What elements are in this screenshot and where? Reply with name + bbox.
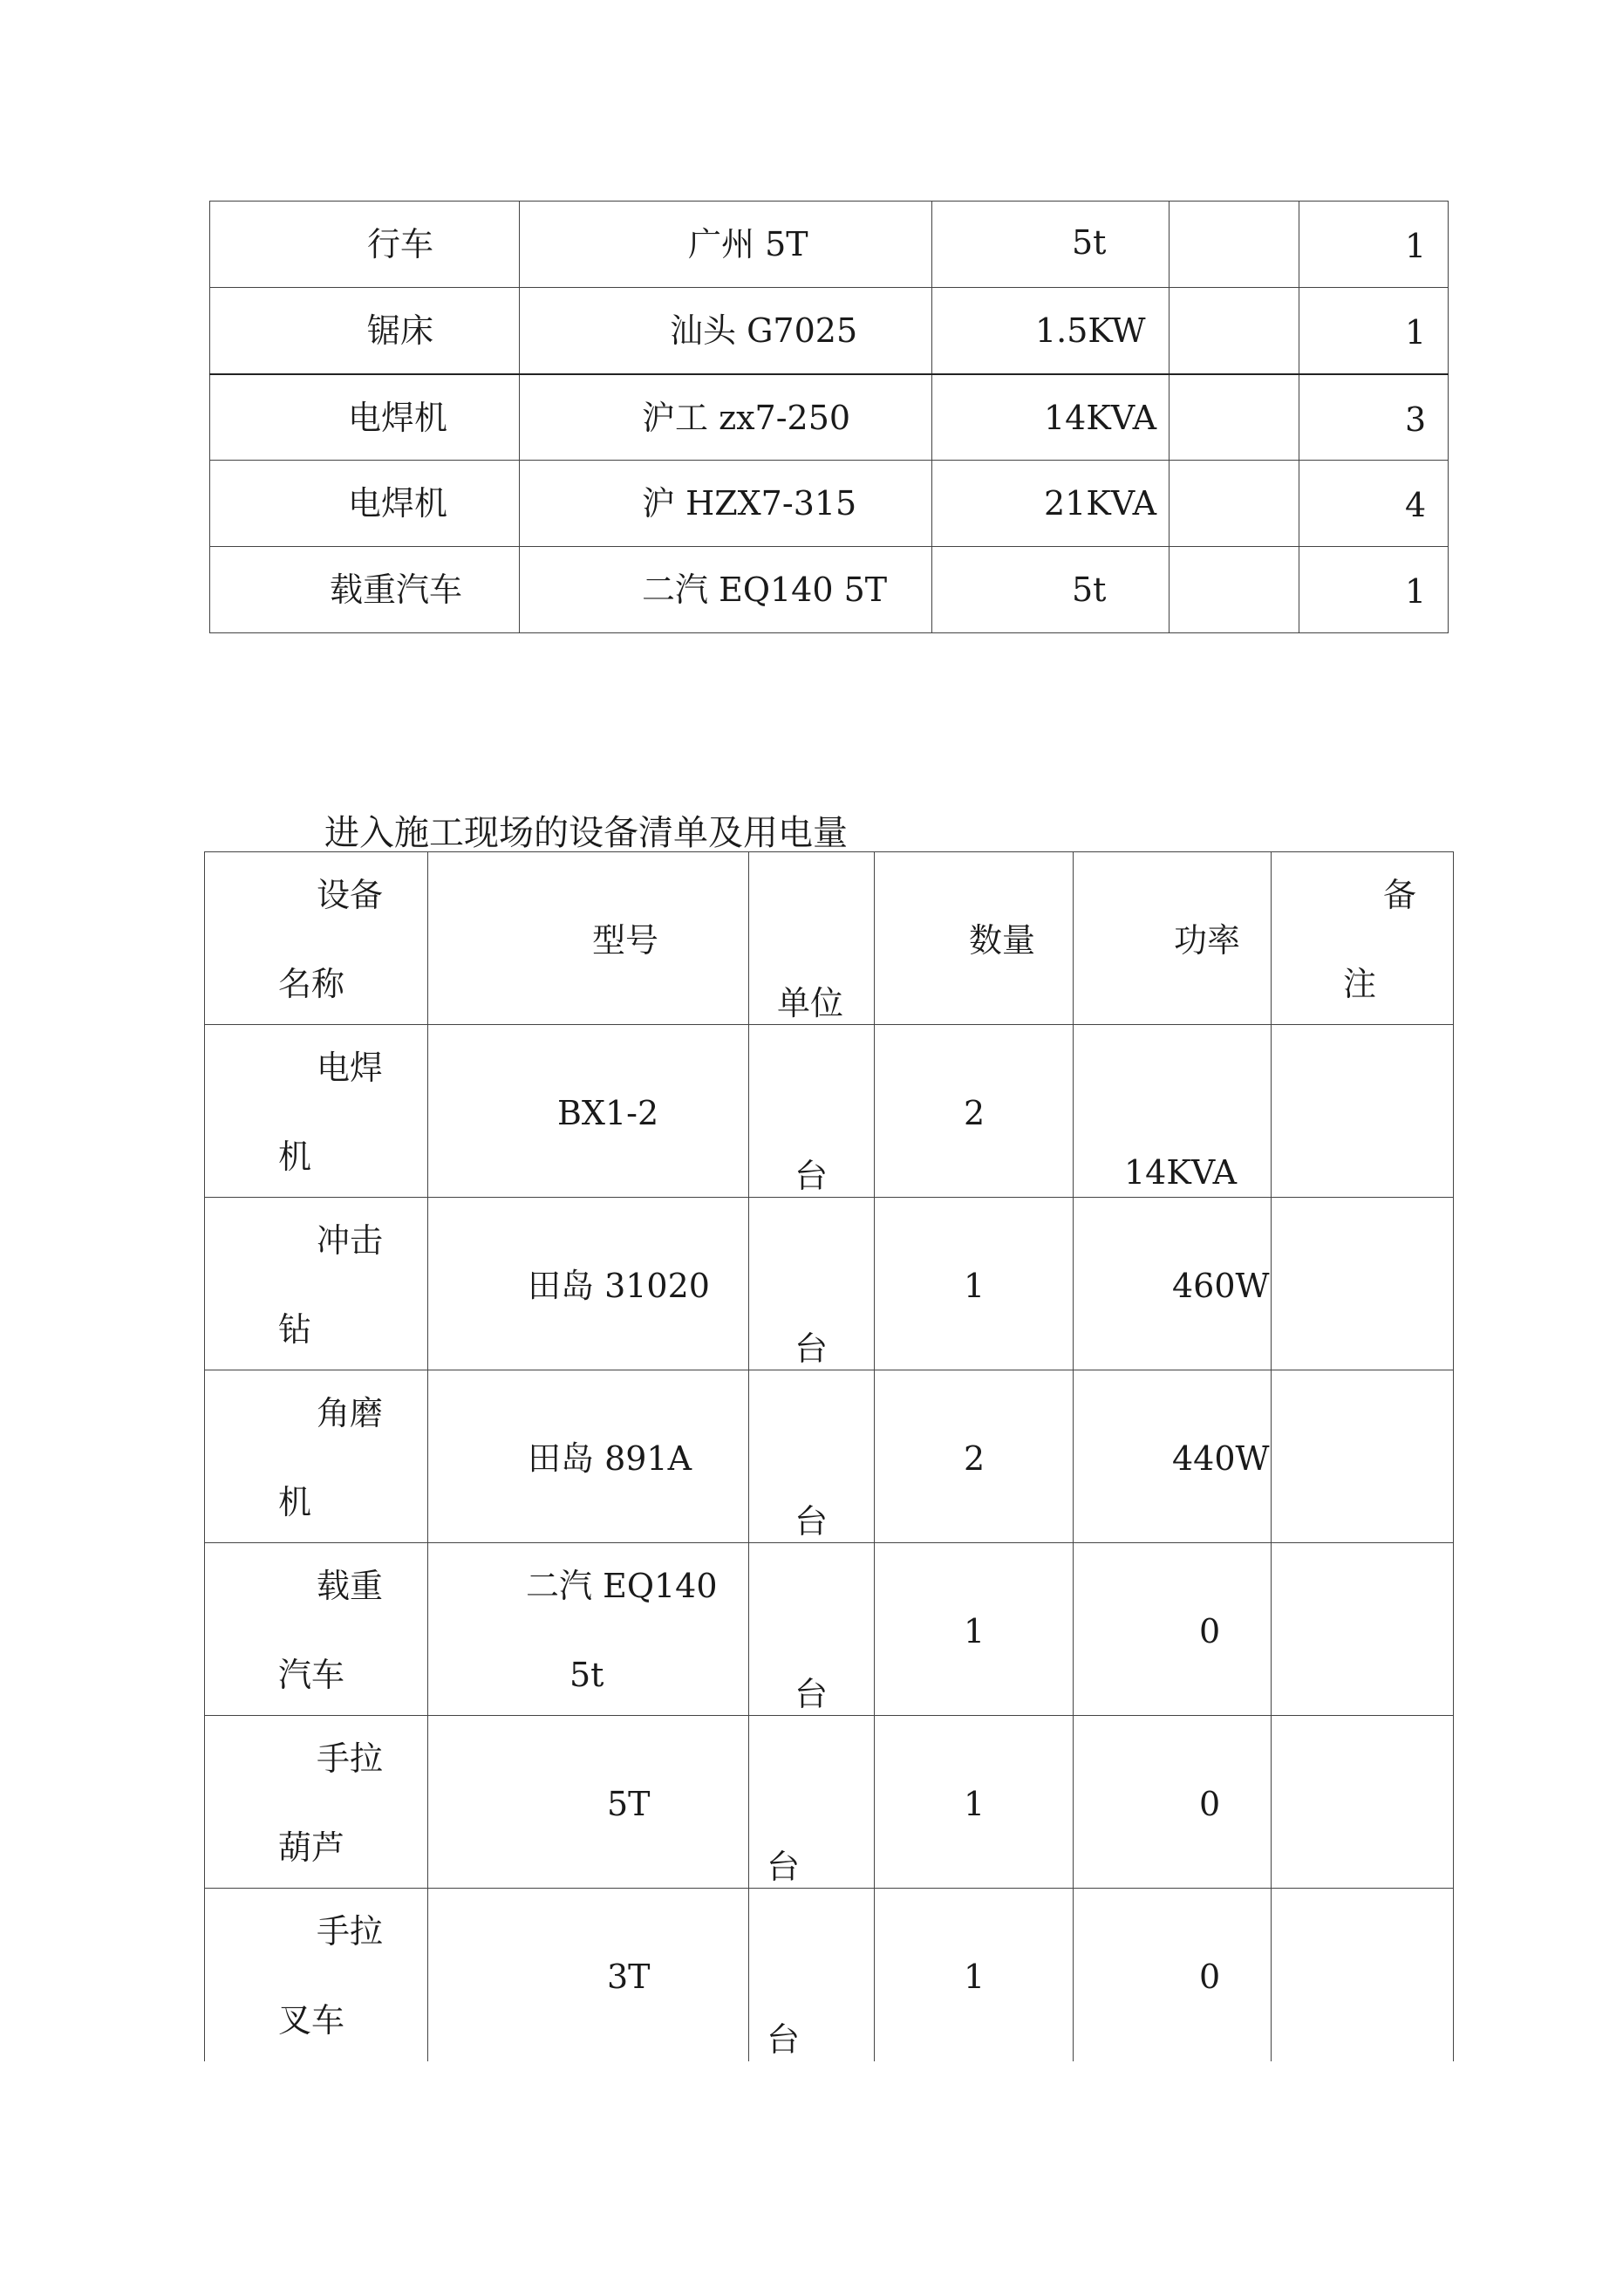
equipment-name-cell: 手拉 叉车 bbox=[205, 1889, 428, 2061]
equipment-model-cell: 田岛 891A bbox=[428, 1370, 749, 1543]
equipment-qty-cell: 1 bbox=[875, 1198, 1074, 1370]
table-row bbox=[205, 1370, 1454, 1543]
equipment-qty-cell: 1 bbox=[875, 1889, 1074, 2061]
equipment-qty-cell: 1 bbox=[875, 1716, 1074, 1889]
equipment-qty-cell: 3 bbox=[1299, 374, 1449, 461]
header-note: 备 注 bbox=[1272, 852, 1454, 1025]
equipment-unit-cell: 台 bbox=[749, 1543, 875, 1716]
table-row bbox=[210, 547, 1449, 633]
equipment-qty-cell: 2 bbox=[875, 1025, 1074, 1198]
equipment-model-cell: 田岛 31020 bbox=[428, 1198, 749, 1370]
equipment-model-cell: 沪工 zx7-250 bbox=[520, 374, 932, 461]
equipment-note-cell bbox=[1272, 1716, 1454, 1889]
equipment-name-cell: 行车 bbox=[210, 202, 520, 288]
table-row bbox=[205, 1716, 1454, 1889]
equipment-note-cell bbox=[1272, 1370, 1454, 1543]
equipment-power-cell: 440W bbox=[1074, 1370, 1272, 1543]
equipment-name-cell: 冲击 钻 bbox=[205, 1198, 428, 1370]
table-row bbox=[205, 1198, 1454, 1370]
equipment-power-cell: 0 bbox=[1074, 1543, 1272, 1716]
equipment-note-cell bbox=[1272, 1025, 1454, 1198]
table-row bbox=[210, 288, 1449, 374]
equipment-power-cell: 21KVA bbox=[932, 461, 1170, 547]
equipment-model-cell: 广州 5T bbox=[520, 202, 932, 288]
header-unit: 单位 bbox=[749, 852, 875, 1025]
equipment-unit-cell: 台 bbox=[749, 1889, 875, 2061]
equipment-name-cell: 锯床 bbox=[210, 288, 520, 374]
equipment-name-cell: 电焊机 bbox=[210, 461, 520, 547]
equipment-note-cell bbox=[1170, 547, 1299, 633]
equipment-power-cell: 14KVA bbox=[1074, 1025, 1272, 1198]
table-row bbox=[205, 1889, 1454, 2061]
equipment-unit-cell: 台 bbox=[749, 1370, 875, 1543]
equipment-name-cell: 电焊机 bbox=[210, 374, 520, 461]
equipment-power-cell: 5t bbox=[932, 547, 1170, 633]
equipment-model-cell: 汕头 G7025 bbox=[520, 288, 932, 374]
table-header-row bbox=[205, 852, 1454, 1025]
header-model: 型号 bbox=[428, 852, 749, 1025]
equipment-power-cell: 460W bbox=[1074, 1198, 1272, 1370]
equipment-name-cell: 电焊 机 bbox=[205, 1025, 428, 1198]
equipment-model-cell: 5T bbox=[428, 1716, 749, 1889]
equipment-qty-cell: 1 bbox=[1299, 288, 1449, 374]
equipment-note-cell bbox=[1272, 1889, 1454, 2061]
table-row bbox=[210, 374, 1449, 461]
equipment-model-cell: 二汽 EQ140 5T bbox=[520, 547, 932, 633]
table-row bbox=[205, 1025, 1454, 1198]
equipment-power-cell: 5t bbox=[932, 202, 1170, 288]
equipment-model-cell: 3T bbox=[428, 1889, 749, 2061]
equipment-power-cell: 1.5KW bbox=[932, 288, 1170, 374]
table-row bbox=[205, 1543, 1454, 1716]
equipment-qty-cell: 4 bbox=[1299, 461, 1449, 547]
site-equipment-table bbox=[204, 851, 1454, 2061]
equipment-note-cell bbox=[1170, 374, 1299, 461]
header-qty: 数量 bbox=[875, 852, 1074, 1025]
equipment-power-cell: 0 bbox=[1074, 1889, 1272, 2061]
table-row bbox=[210, 461, 1449, 547]
equipment-power-cell: 14KVA bbox=[932, 374, 1170, 461]
equipment-note-cell bbox=[1170, 202, 1299, 288]
equipment-name-cell: 角磨 机 bbox=[205, 1370, 428, 1543]
equipment-model-cell: 二汽 EQ140 5t bbox=[428, 1543, 749, 1716]
equipment-note-cell bbox=[1170, 461, 1299, 547]
table-caption: 进入施工现场的设备清单及用电量 bbox=[324, 813, 848, 853]
equipment-power-cell: 0 bbox=[1074, 1716, 1272, 1889]
equipment-model-cell: 沪 HZX7-315 bbox=[520, 461, 932, 547]
table-row bbox=[210, 202, 1449, 288]
equipment-qty-cell: 1 bbox=[1299, 202, 1449, 288]
equipment-table-continued bbox=[209, 201, 1449, 633]
equipment-name-cell: 载重 汽车 bbox=[205, 1543, 428, 1716]
equipment-name-cell: 手拉 葫芦 bbox=[205, 1716, 428, 1889]
equipment-note-cell bbox=[1170, 288, 1299, 374]
equipment-name-cell: 载重汽车 bbox=[210, 547, 520, 633]
equipment-note-cell bbox=[1272, 1543, 1454, 1716]
header-name: 设备 名称 bbox=[205, 852, 428, 1025]
equipment-unit-cell: 台 bbox=[749, 1716, 875, 1889]
equipment-model-cell: BX1-2 bbox=[428, 1025, 749, 1198]
equipment-qty-cell: 1 bbox=[875, 1543, 1074, 1716]
equipment-note-cell bbox=[1272, 1198, 1454, 1370]
equipment-qty-cell: 2 bbox=[875, 1370, 1074, 1543]
equipment-unit-cell: 台 bbox=[749, 1198, 875, 1370]
equipment-qty-cell: 1 bbox=[1299, 547, 1449, 633]
equipment-unit-cell: 台 bbox=[749, 1025, 875, 1198]
header-power: 功率 bbox=[1074, 852, 1272, 1025]
